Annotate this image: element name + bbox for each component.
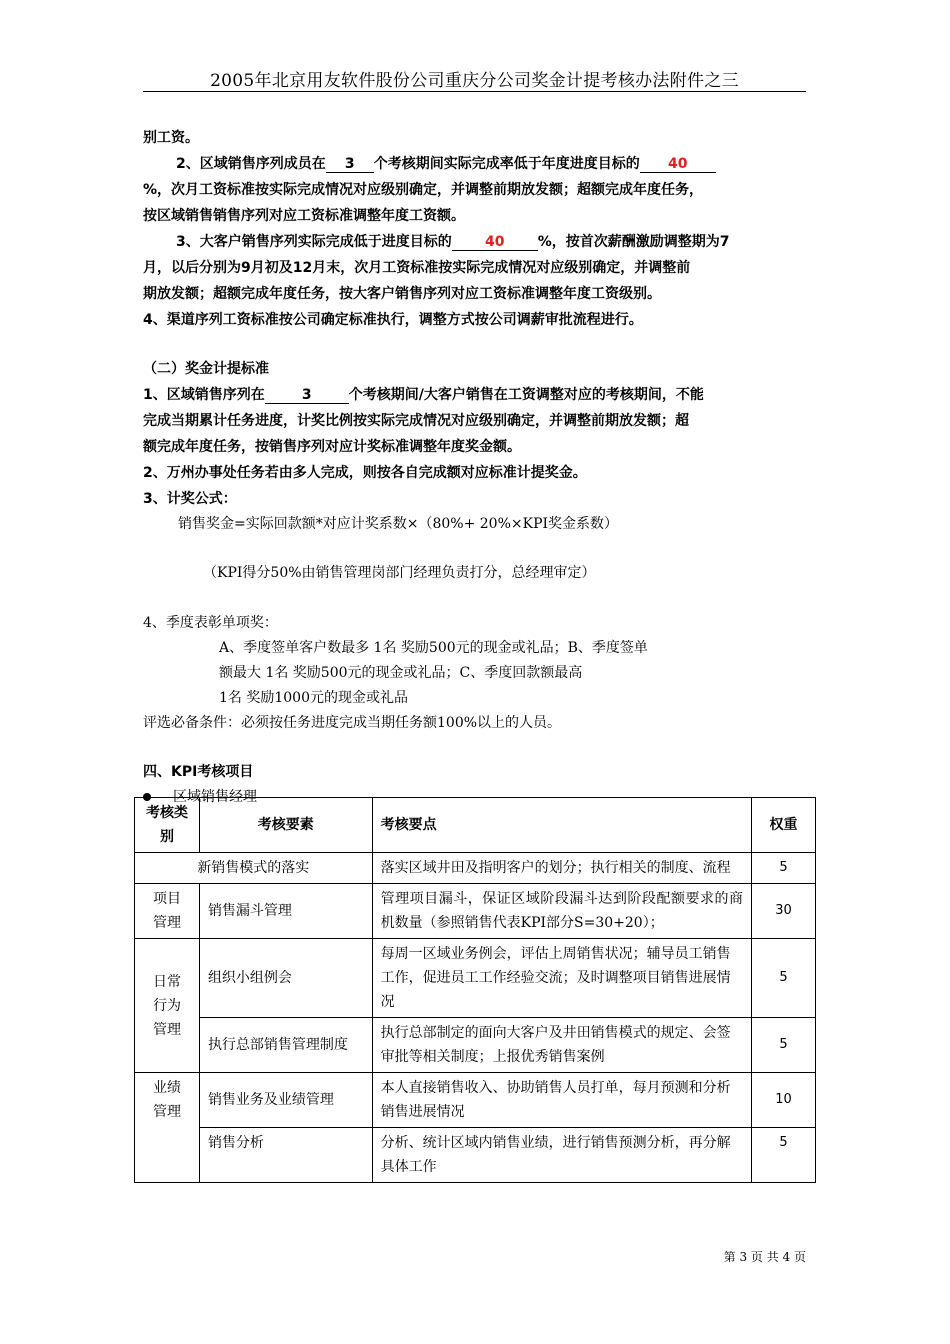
row-5-points: 本人直接销售收入、协助销售人员打单，每月预测和分析销售进展情况 (372, 1073, 751, 1128)
section-2-line-2: 完成当期累计任务进度，计奖比例按实际完成情况对应级别确定，并调整前期放发额；超 (143, 413, 689, 429)
paragraph-2-line-1 (176, 153, 716, 173)
page-header-title: 2005年北京用友软件股份公司重庆分公司奖金计提考核办法附件之三 (210, 71, 739, 91)
row-2-weight: 30 (752, 884, 816, 939)
table-row (135, 1128, 816, 1183)
row-1-points: 落实区域井田及指明客户的划分；执行相关的制度、流程 (372, 853, 751, 884)
page-number-footer: 第 3 页 共 4 页 (723, 1250, 806, 1264)
paragraph-2-line-3: 按区域销售销售序列对应工资标准调整年度工资额。 (143, 208, 465, 224)
row-3-weight: 5 (752, 939, 816, 1018)
paragraph-4: 4、渠道序列工资标准按公司确定标准执行，调整方式按公司调薪审批流程进行。 (143, 312, 643, 328)
row-5-category: 业绩管理 (135, 1073, 200, 1183)
quarter-award-heading: 4、季度表彰单项奖： (143, 615, 278, 631)
p1-text-a: 2、区域销售序列成员在 (176, 156, 326, 172)
header-weight: 权重 (752, 798, 816, 853)
table-row (135, 939, 816, 1018)
row-2-category: 项目管理 (135, 884, 200, 939)
row-4-weight: 5 (752, 1018, 816, 1073)
award-line-1: A、季度签单客户数最多 1名 奖励500元的现金或礼品；B、季度签单 (219, 640, 648, 656)
paragraph-2-line-2: %，次月工资标准按实际完成情况对应级别确定，并调整前期放发额；超额完成年度任务， (143, 182, 704, 198)
row-6-points: 分析、统计区域内销售业绩，进行销售预测分析，再分解具体工作 (372, 1128, 751, 1183)
table-row (135, 1073, 816, 1128)
table-row (135, 1018, 816, 1073)
section-2-line-5: 3、计奖公式： (143, 491, 237, 507)
section-4-heading: 四、KPI考核项目 (143, 764, 254, 780)
row-2-element: 销售漏斗管理 (199, 884, 372, 939)
table-header-row (135, 798, 816, 853)
row-1-element: 新销售模式的落实 (135, 853, 373, 884)
section-2-line-4: 2、万州办事处任务若由多人完成，则按各自完成额对应标准计提奖金。 (143, 465, 587, 481)
award-line-3: 1名 奖励1000元的现金或礼品 (219, 690, 408, 706)
bullet-label: 区域销售经理 (173, 789, 257, 805)
award-line-2: 额最大 1名 奖励500元的现金或礼品；C、季度回款额最高 (219, 665, 583, 681)
s2-text-a: 1、区域销售序列在 (143, 387, 265, 403)
table-row (135, 884, 816, 939)
row-4-element: 执行总部销售管理制度 (199, 1018, 372, 1073)
bonus-formula: 销售奖金=实际回款额*对应计奖系数×（80%+ 20%×KPI奖金系数） (178, 516, 619, 532)
p1-blank-periods: 3 (326, 156, 374, 173)
row-3-points: 每周一区域业务例会，评估上周销售状况；辅导员工销售工作，促进员工工作经验交流；及时调整项目销售进展情况 (372, 939, 751, 1018)
header-rule (143, 91, 806, 92)
header-element: 考核要素 (199, 798, 372, 853)
paragraph-3-line-1 (176, 231, 730, 251)
row-3-category: 日常行为管理 (135, 939, 200, 1073)
paragraph-3-line-2: 月，以后分别为9月初及12月末，次月工资标准按实际完成情况对应级别确定，并调整前 (143, 260, 691, 276)
p2-blank-percent: 40 (452, 234, 538, 251)
row-4-points: 执行总部制定的面向大客户及井田销售模式的规定、会签审批等相关制度；上报优秀销售案例 (372, 1018, 751, 1073)
table-row (135, 853, 816, 884)
p2-text-a: 3、大客户销售序列实际完成低于进度目标的 (176, 234, 452, 250)
p1-text-b: 个考核期间实际完成率低于年度进度目标的 (373, 156, 640, 172)
p1-blank-percent: 40 (640, 156, 716, 173)
row-6-element: 销售分析 (199, 1128, 372, 1183)
section-2-line-1 (143, 384, 704, 404)
kpi-table (134, 797, 816, 1183)
header-points: 考核要点 (372, 798, 751, 853)
s2-text-b: 个考核期间/大客户销售在工资调整对应的考核期间，不能 (348, 387, 704, 403)
kpi-note: （KPI得分50%由销售管理岗部门经理负责打分，总经理审定） (203, 565, 596, 581)
p2-text-b: %，按首次薪酬激励调整期为7 (537, 234, 730, 250)
row-6-weight: 5 (752, 1128, 816, 1183)
section-2-line-3: 额完成年度任务，按销售序列对应计奖标准调整年度奖金额。 (143, 439, 521, 455)
row-5-element: 销售业务及业绩管理 (199, 1073, 372, 1128)
row-1-weight: 5 (752, 853, 816, 884)
paragraph-3-line-3: 期放发额；超额完成年度任务，按大客户销售序列对应工资标准调整年度工资级别。 (143, 286, 661, 302)
paragraph-continuation: 别工资。 (143, 130, 199, 146)
row-3-element: 组织小组例会 (199, 939, 372, 1018)
section-2-heading: （二）奖金计提标准 (143, 361, 269, 377)
s2-blank-periods: 3 (265, 387, 349, 404)
header-category: 考核类别 (135, 798, 200, 853)
selection-criteria: 评选必备条件：必须按任务进度完成当期任务额100%以上的人员。 (143, 715, 562, 731)
row-2-points: 管理项目漏斗，保证区域阶段漏斗达到阶段配额要求的商机数量（参照销售代表KPI部分S=30+20）； (372, 884, 751, 939)
row-5-weight: 10 (752, 1073, 816, 1128)
